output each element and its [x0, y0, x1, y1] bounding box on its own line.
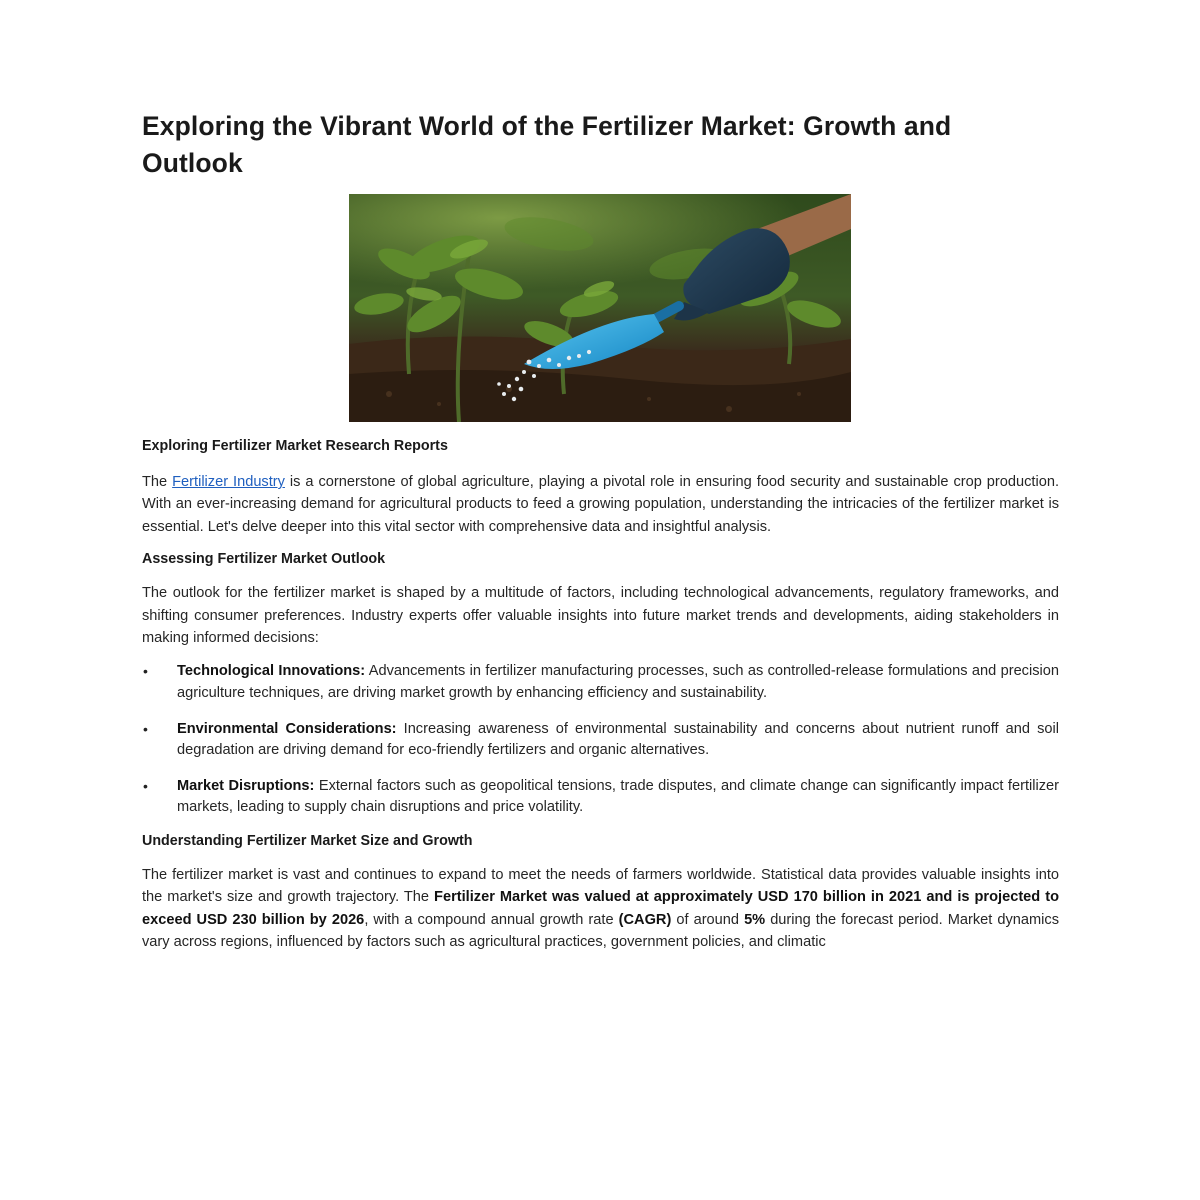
list-item — [142, 661, 1059, 704]
research-paragraph — [142, 471, 1059, 538]
bullet-label: Market Disruptions: — [177, 777, 315, 794]
bullet-text: External factors such as geopolitical tensions, trade disputes, and climate change can significantly impact fertilizer markets, leading to supply chain disruptions and price volatility. — [177, 777, 1059, 816]
bullet-icon: • — [143, 720, 148, 737]
bullet-icon: • — [143, 777, 148, 794]
bullet-label: Environmental Considerations: — [177, 720, 397, 737]
size-bold-1: Fertilizer Market was valued at approximately USD 170 billion in 2021 and is projected to exceed USD 230 billion by 2026 — [142, 889, 1059, 928]
bullet-label: Technological Innovations: — [177, 663, 366, 680]
bullet-text: Advancements in fertilizer manufacturing processes, such as controlled-release formulations and precision agriculture techniques, are driving market growth by enhancing efficiency and sustainability. — [177, 663, 1059, 702]
size-text-1: The fertilizer market is vast and continues to expand to meet the needs of farmers worldwide. Statistical data provides valuable insights into the market's size and growth trajectory. The — [142, 867, 1059, 906]
hero-image-gardening — [349, 194, 851, 422]
size-text-4: during the forecast period. Market dynamics vary across regions, influenced by factors such as agricultural practices, government policies, and climatic — [142, 911, 1060, 951]
bullet-icon: • — [143, 663, 148, 680]
size-bold-2: (CAGR) — [618, 911, 672, 928]
size-text-3: of around — [671, 911, 745, 928]
size-text-2: , with a compound annual growth rate — [364, 911, 619, 928]
fertilizer-industry-link[interactable]: Fertilizer Industry — [172, 474, 285, 490]
research-text-start: The — [142, 474, 173, 490]
bullet-text: Increasing awareness of environmental sustainability and concerns about nutrient runoff and soil degradation are driving demand for eco-friendly fertilizers and organic alternatives. — [177, 720, 1059, 759]
outlook-bullet-list — [142, 661, 1059, 819]
document-page — [142, 108, 1059, 954]
page-title: Exploring the Vibrant World of the Fertilizer Market: Growth and Outlook — [142, 111, 952, 178]
list-item — [142, 719, 1059, 762]
size-bold-3: 5% — [744, 911, 766, 928]
section-heading-outlook: Assessing Fertilizer Market Outlook — [142, 551, 386, 568]
section-heading-size: Understanding Fertilizer Market Size and Growth — [142, 833, 473, 849]
research-text-end: is a cornerstone of global agriculture, playing a pivotal role in ensuring food security and sustainable crop production. With an ever-increasing demand for agricultural products to feed a growing population, understanding the intricacies of the fertilizer market is essential. Let's delve deeper into this vital sector with comprehensive data and insightful analysis. — [142, 474, 1060, 535]
size-paragraph — [142, 864, 1059, 954]
list-item — [142, 776, 1059, 819]
outlook-paragraph: The outlook for the fertilizer market is shaped by a multitude of factors, including technological advancements, regulatory frameworks, and shifting consumer preferences. Industry experts offer valuable insights into future market trends and developments, aiding stakeholders in making informed decisions: — [142, 585, 1059, 647]
section-heading-research: Exploring Fertilizer Market Research Reports — [142, 438, 448, 454]
gardening-photo-icon — [349, 194, 851, 422]
